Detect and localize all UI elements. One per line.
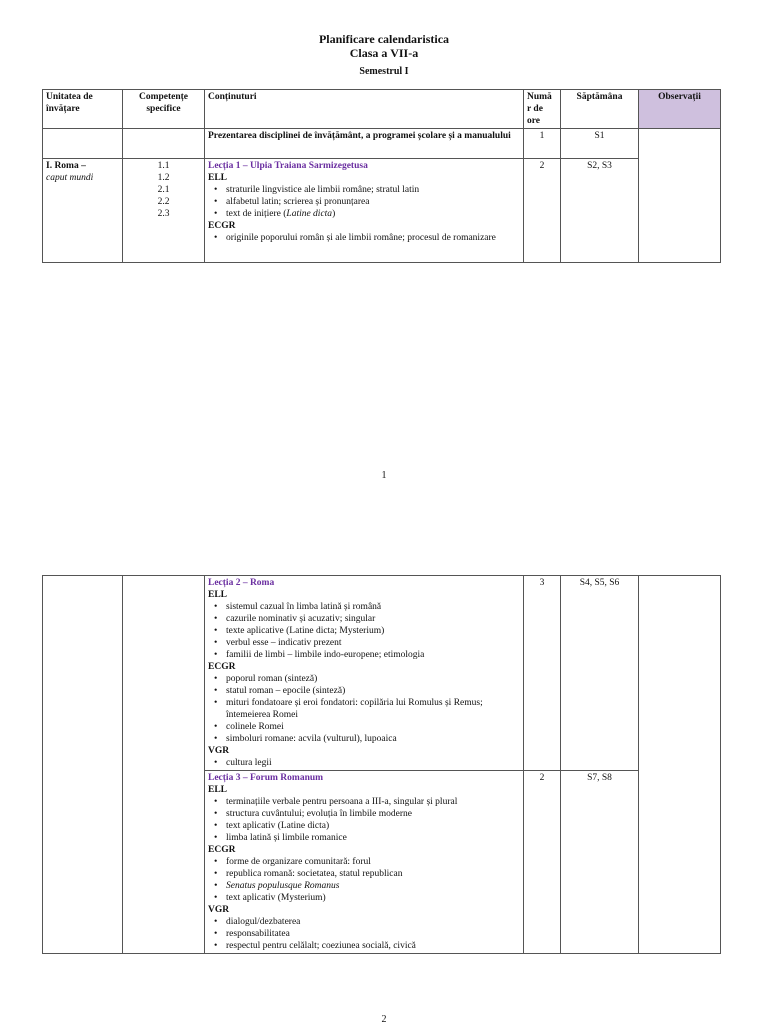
list-item: • terminațiile verbale pentru persoana a III-a, singular și plural [218,796,520,808]
document-title: Planificare calendaristica [318,32,450,46]
list-item: • text aplicativ (Latine dicta) [218,820,520,832]
lesson2-hours: 3 [524,576,561,771]
page-number: 1 [381,470,387,481]
page-number: 2 [381,1014,387,1025]
list-item: • simboluri romane: acvila (vulturul), lupoaica [218,733,520,745]
ecgr-list [208,232,520,244]
list-item: • forme de organizare comunitară: forul [218,856,520,868]
lesson2-contents [205,576,524,771]
ecgr-label: ECGR [208,221,236,231]
list-item: • alfabetul latin; scrierea și pronunțarea [218,196,520,208]
list-item [218,208,520,220]
list-item: • originile poporului român și ale limbii române; procesul de romanizare [218,232,520,244]
unit-title: I. Roma – [46,161,86,171]
header-competences: Competențe specifice [123,90,205,129]
ell-list [208,184,520,220]
ecgr-label: ECGR [208,845,236,855]
lesson1-title: Lecția 1 – Ulpia Traiana Sarmizegetusa [208,161,368,171]
competence-item: 1.2 [157,173,170,183]
list-item: • respectul pentru celălalt; coeziunea socială, civică [218,940,520,952]
unit-subtitle: caput mundi [46,173,94,183]
ecgr-list [208,856,520,904]
notes-cell [639,129,721,263]
list-item: • statul roman – epocile (sinteză) [218,685,520,697]
header-hours: Numă r de ore [524,90,561,129]
ell-label: ELL [208,590,228,600]
ell-list [208,601,520,661]
ecgr-label: ECGR [208,662,236,672]
list-item: • structura cuvântului; evoluția în limbile moderne [218,808,520,820]
list-item: • colinele Romei [218,721,520,733]
list-item-text: text de inițiere ( [226,209,287,219]
competence-item: 1.1 [157,161,170,171]
lesson1-contents [205,159,524,263]
list-item: • familii de limbi – limbile indo-europene; etimologia [218,649,520,661]
header-unit: Unitatea de învățare [43,90,123,129]
ell-list [208,796,520,844]
list-item: • texte aplicative (Latine dicta; Mysterium) [218,625,520,637]
unit-cell [43,159,123,263]
class-title: Clasa a VII-a [349,46,419,60]
list-item: • cazurile nominativ și acuzativ; singular [218,613,520,625]
list-item: • responsabilitatea [218,928,520,940]
intro-hours: 1 [524,129,561,159]
list-item-italic: Latine dicta [286,209,333,219]
table-header-row [43,90,721,129]
list-item: • dialogul/dezbaterea [218,916,520,928]
competence-item: 2.1 [157,185,170,195]
header-week: Săptămâna [561,90,639,129]
lesson3-hours: 2 [524,771,561,954]
list-item: • straturile lingvistice ale limbii române; stratul latin [218,184,520,196]
planning-table-page1 [42,89,721,263]
semester-title: Semestrul I [359,66,409,77]
lesson2-week: S4, S5, S6 [561,576,639,771]
header-contents: Conținuturi [205,90,524,129]
ecgr-list [208,673,520,745]
vgr-list [208,916,520,952]
list-item: • mituri fondatoare și eroi fondatori: copilăria lui Romulus și Remus; întemeierea Romei [218,697,520,721]
planning-table-page2 [42,575,721,954]
lesson3-title: Lecția 3 – Forum Romanum [208,773,324,783]
header-notes: Observații [639,90,721,129]
lesson1-hours: 2 [524,159,561,263]
list-item: • poporul roman (sinteză) [218,673,520,685]
table-row [43,129,721,159]
notes-cell [639,576,721,954]
lesson1-week: S2, S3 [561,159,639,263]
lesson2-title: Lecția 2 – Roma [208,578,275,588]
ell-label: ELL [208,173,228,183]
ell-label: ELL [208,785,228,795]
list-item: • sistemul cazual în limba latină și română [218,601,520,613]
list-item: • limba latină și limbile romanice [218,832,520,844]
table-row [43,159,721,263]
competences-cell [123,159,205,263]
table-row [43,576,721,771]
vgr-label: VGR [208,905,230,915]
lesson3-week: S7, S8 [561,771,639,954]
list-item: • cultura legii [218,757,520,769]
competence-item: 2.2 [157,197,170,207]
list-item: • republica romană: societatea, statul republican [218,868,520,880]
competence-item: 2.3 [157,209,170,219]
vgr-label: VGR [208,746,230,756]
list-item-end: ) [332,209,336,219]
lesson3-contents [205,771,524,954]
list-item: • Senatus populusque Romanus [218,880,520,892]
list-item: • text aplicativ (Mysterium) [218,892,520,904]
vgr-list [208,757,520,769]
intro-contents: Prezentarea disciplinei de învățământ, a programei școlare și a manualului [205,129,524,159]
intro-week: S1 [561,129,639,159]
list-item: • verbul esse – indicativ prezent [218,637,520,649]
